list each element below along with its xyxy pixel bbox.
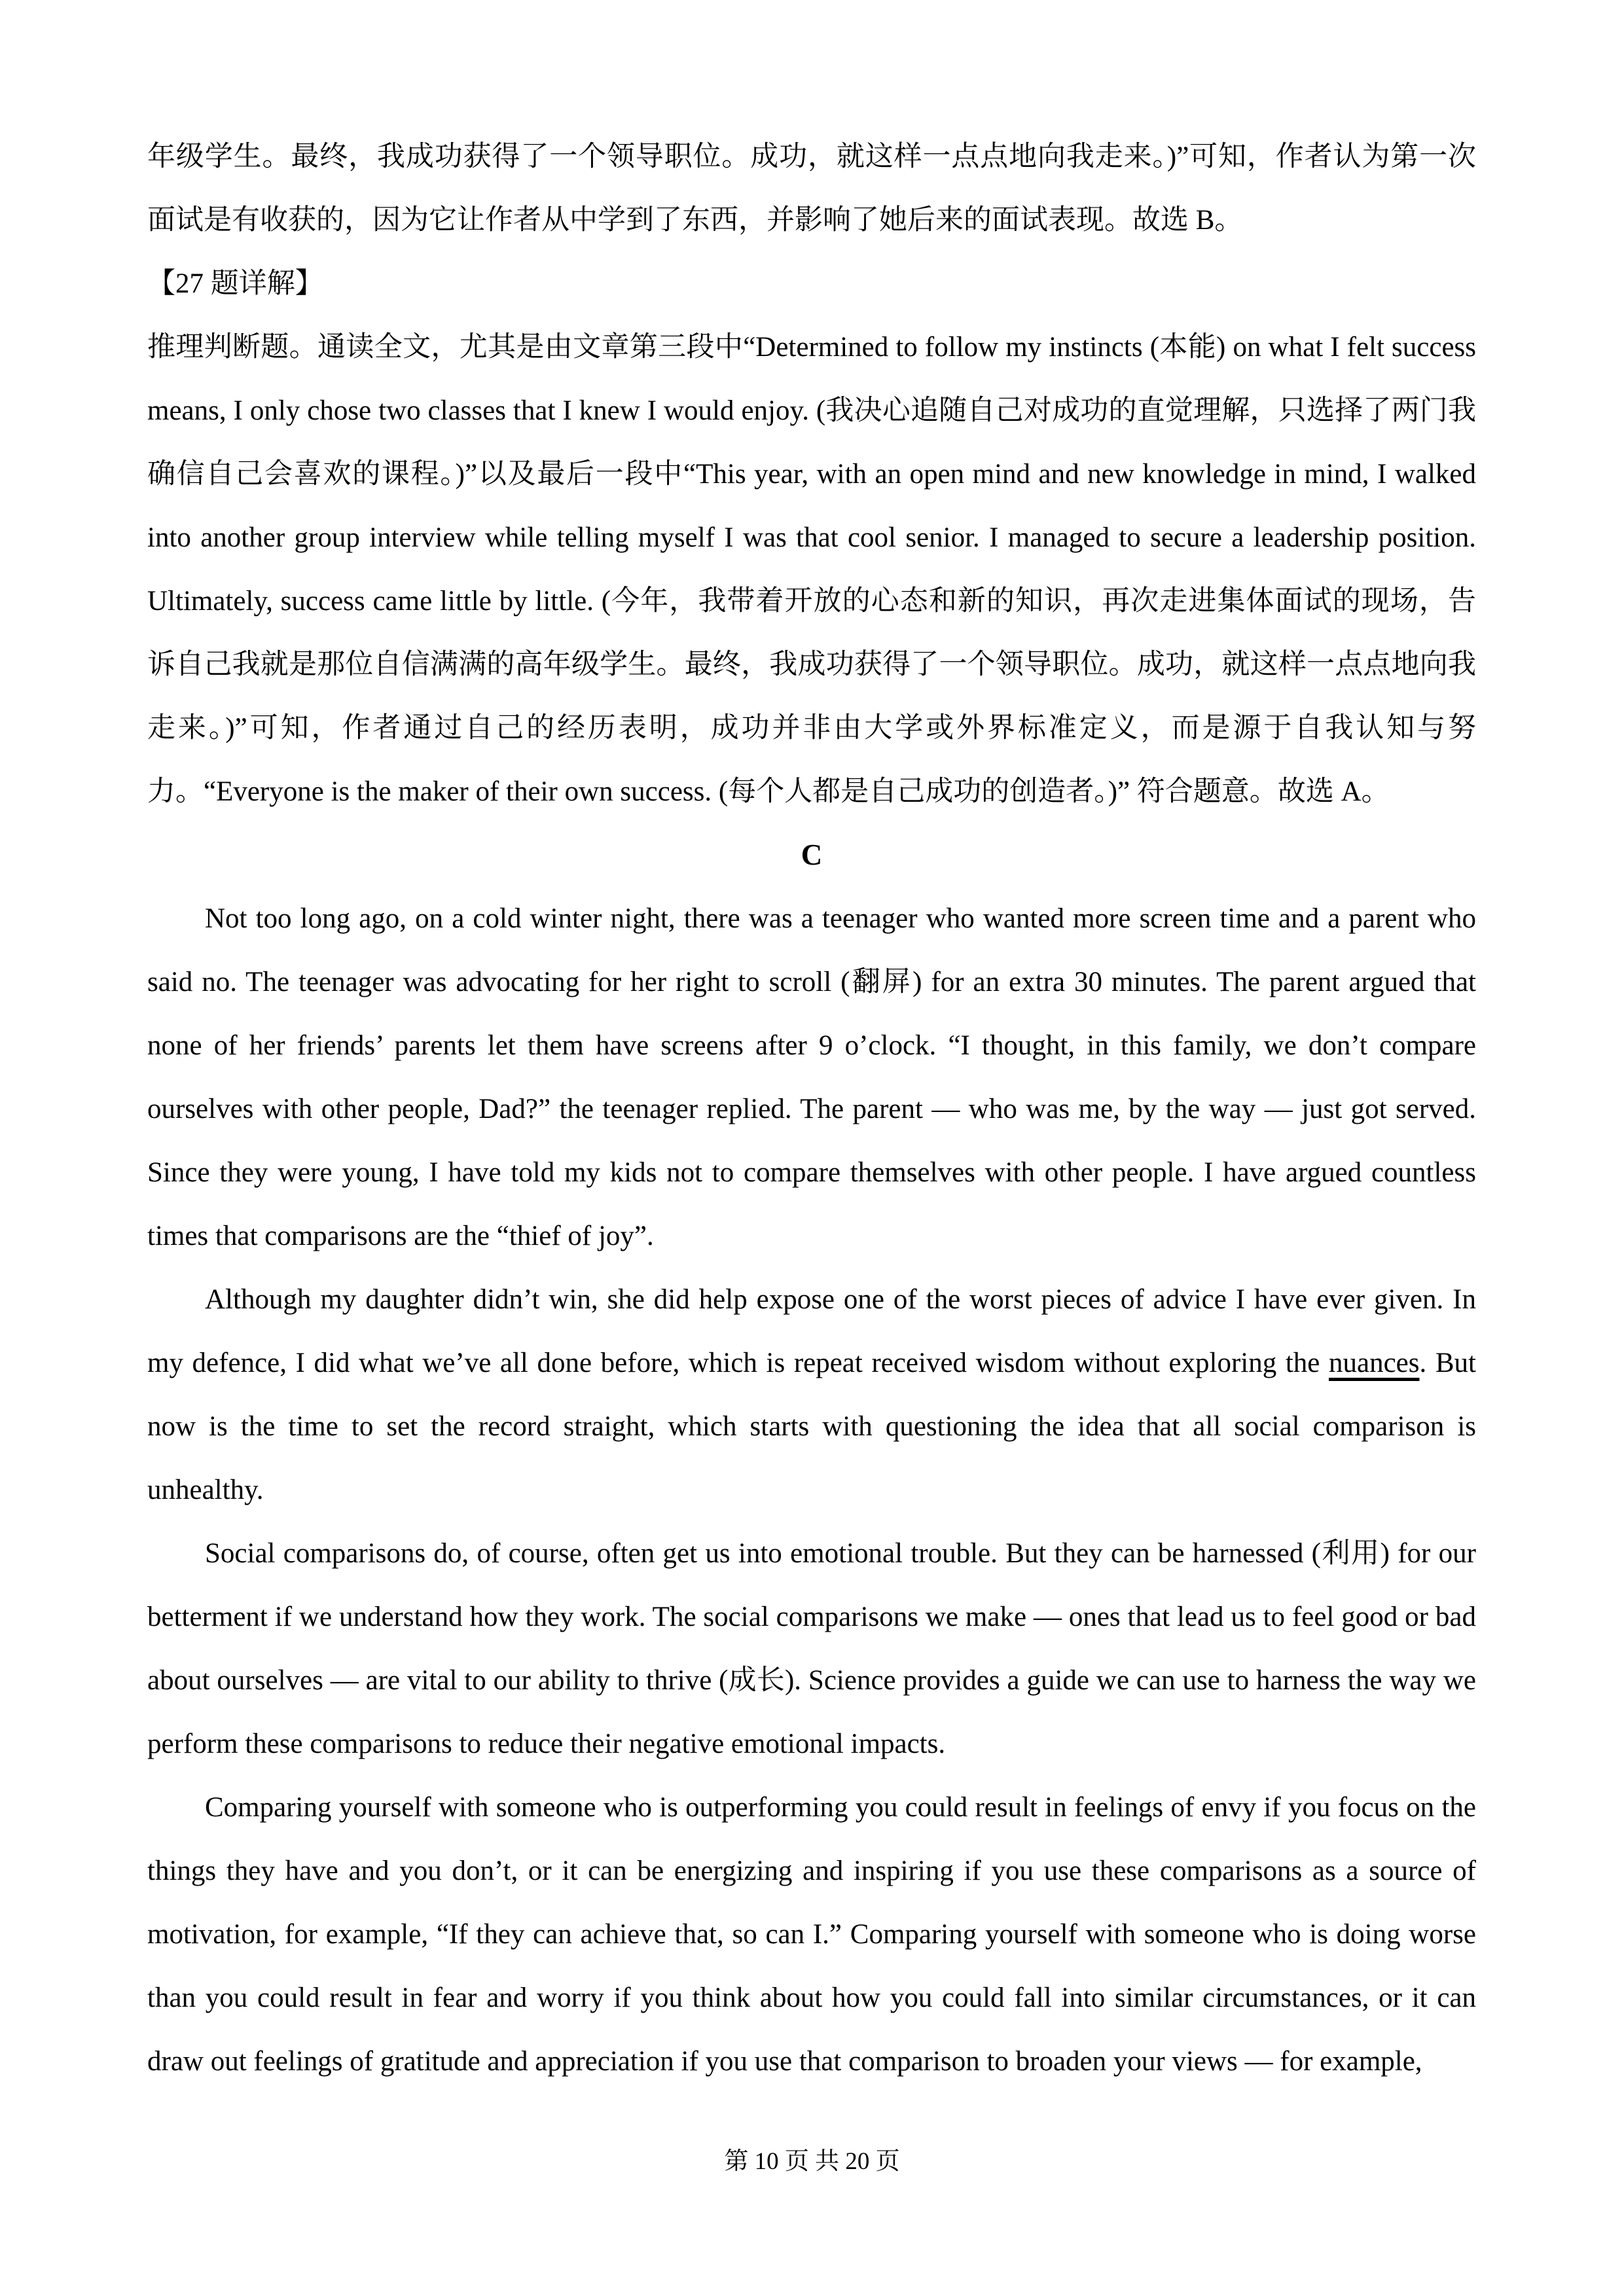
passage-c-paragraph-4: Comparing yourself with someone who is outperforming you could result in feelings of envy if you focus on the things they have and you don’t, or it can be energizing and inspiring if you use these comparisons as a source of motivation, for example, “If they can achieve that, so can I.” Comparing yourself with someone who is doing worse than you could result in fear and worry if you think about how you could fall into similar circumstances, or it can draw out feelings of gratitude and appreciation if you use that comparison to broaden your views — for example, bbox=[147, 1792, 1476, 2077]
passage-c-paragraph-3: Social comparisons do, of course, often get us into emotional trouble. But they can be harnessed (利用) for our betterment if we understand how they work. The social comparisons we make — ones that lead us to feel good or bad about ourselves — are vital to our ability to thrive (成长). Science provides a guide we can use to harness the way we perform these comparisons to reduce their negative emotional impacts. bbox=[147, 1538, 1476, 1759]
passage-c-paragraph-1: Not too long ago, on a cold winter night, there was a teenager who wanted more screen time and a parent who said no. The teenager was advocating for her right to scroll (翻屏) for an extra 30 minutes. The parent argued that none of her friends’ parents let them have screens after 9 o’clock. “I thought, in this family, we don’t compare ourselves with other people, Dad?” the teenager replied. The parent — who was me, by the way — just got served. Since they were young, I have told my kids not to compare themselves with other people. I have argued countless times that comparisons are the “thief of joy”. bbox=[147, 903, 1476, 1251]
paragraph-2-text-before: Although my daughter didn’t win, she did help expose one of the worst pieces of advice I have ever given. In my defence, I did what we’ve all done before, which is repeat received wisdom without exploring the bbox=[147, 1284, 1476, 1378]
page-content bbox=[147, 125, 1476, 2093]
q27-analysis: 推理判断题。通读全文，尤其是由文章第三段中“Determined to follow my instincts (本能) on what I felt success means, I only chose two classes that I knew I would enjoy. (我决心追随自己对成功的直觉理解，只选择了两门我确信自己会喜欢的课程。)”以及最后一段中“This year, with an open mind and new knowledge in mind, I walked into another group interview while telling myself I was that cool senior. I managed to secure a leadership position. Ultimately, success came little by little. (今年，我带着开放的心态和新的知识，再次走进集体面试的现场，告诉自己我就是那位自信满满的高年级学生。最终，我成功获得了一个领导职位。成功，就这样一点点地向我走来。)”可知，作者通过自己的经历表明，成功并非由大学或外界标准定义，而是源于自我认知与努力。“Everyone is the maker of their own success. (每个人都是自己成功的创造者。)” 符合题意。故选 A。 bbox=[147, 332, 1476, 807]
q26-analysis-continuation: 年级学生。最终，我成功获得了一个领导职位。成功，就这样一点点地向我走来。)”可知，作者认为第一次面试是有收获的，因为它让作者从中学到了东西，并影响了她后来的面试表现。故选 B。 bbox=[147, 141, 1476, 236]
paragraph-2-underlined-word: nuances bbox=[1329, 1348, 1420, 1378]
passage-c-paragraph-2 bbox=[147, 1268, 1476, 1522]
passage-c-heading: C bbox=[801, 838, 823, 871]
page-number-footer: 第 10 页 共 20 页 bbox=[724, 2148, 900, 2175]
paragraph-2-text-after: . But now is the time to set the record straight, which starts with questioning the idea that all social comparison is unhealthy. bbox=[147, 1348, 1476, 1505]
q27-heading: 【27 题详解】 bbox=[147, 268, 323, 299]
